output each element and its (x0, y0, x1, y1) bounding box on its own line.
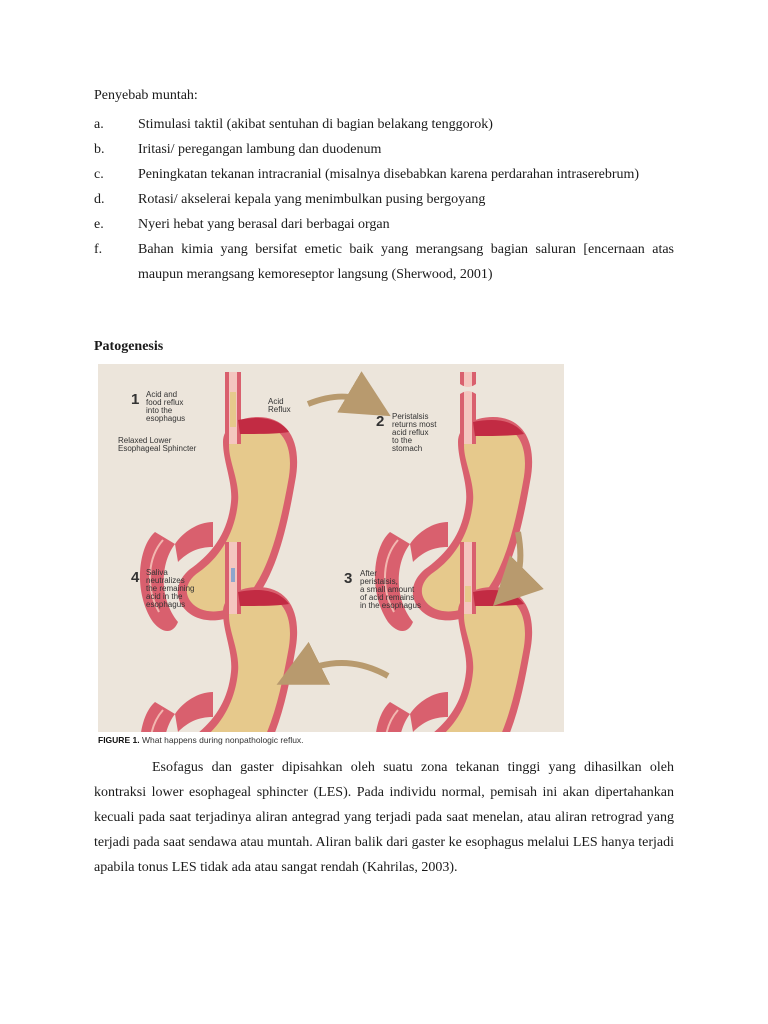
list-item-text: Stimulasi taktil (akibat sentuhan di bagian belakang tenggorok) (138, 117, 493, 132)
arrow-3-to-4-icon (298, 663, 388, 676)
svg-text:food reflux: food reflux (146, 398, 184, 407)
list-item (94, 237, 674, 287)
step-number: 1 (131, 391, 140, 408)
arrow-1-to-2-icon (308, 397, 370, 405)
svg-text:stomach: stomach (392, 444, 423, 453)
list-item (94, 137, 674, 162)
intro-text: Penyebab muntah: (94, 88, 198, 103)
svg-text:Reflux: Reflux (268, 405, 291, 414)
svg-text:After: After (360, 569, 377, 578)
list-item (94, 212, 674, 237)
svg-text:neutralizes: neutralizes (146, 576, 185, 585)
list-marker: b. (94, 142, 105, 157)
figure-caption (98, 735, 304, 745)
svg-text:into the: into the (146, 406, 173, 415)
svg-text:Relaxed Lower: Relaxed Lower (118, 436, 172, 445)
svg-text:in the esophagus: in the esophagus (360, 601, 421, 610)
body-paragraph: Esofagus dan gaster dipisahkan oleh suatu zona tekanan tinggi yang dihasilkan oleh kontraksi lower esophageal sphincter (LES). Pada individu normal, pemisah ini akan dipertahankan kecuali pada saat terjadinya aliran antegrad yang terjadi pada saat menelan, atau aliran retrograd yang terjadi pada saat sendawa atau muntah. Aliran balik dari gaster ke esophagus melalui LES hanya terjadi apabila tonus LES tidak ada atau sangat rendah (Kahrilas, 2003). (94, 760, 674, 875)
step-number: 4 (131, 569, 140, 586)
list-item (94, 187, 674, 212)
svg-text:esophagus: esophagus (146, 600, 186, 609)
list-item-text: Peningkatan tekanan intracranial (misalnya disebabkan karena perdarahan intraserebrum) (138, 167, 640, 182)
svg-text:of acid remains: of acid remains (360, 593, 415, 602)
svg-text:Peristalsis: Peristalsis (392, 412, 429, 421)
causes-list (94, 112, 674, 287)
list-item-text: Rotasi/ akselerai kepala yang menimbulkan pusing bergoyang (138, 192, 486, 207)
list-marker: f. (94, 242, 103, 257)
svg-text:Saliva: Saliva (146, 568, 168, 577)
list-item-text: Nyeri hebat yang berasal dari berbagai organ (138, 217, 390, 232)
reflux-illustration (98, 364, 564, 732)
svg-text:to the: to the (392, 436, 413, 445)
step-number: 3 (344, 570, 353, 587)
list-marker: c. (94, 167, 104, 182)
list-marker: d. (94, 192, 105, 207)
list-item (94, 112, 674, 137)
list-item-text: Bahan kimia yang bersifat emetic baik yang merangsang bagian saluran [encernaan atas maupun merangsang kemoreseptor langsung (Sherwood, 2001) (138, 242, 674, 282)
svg-text:peristalsis,: peristalsis, (360, 577, 398, 586)
list-marker: a. (94, 117, 104, 132)
acid-reflux-label (268, 397, 291, 414)
reflux-figure (98, 364, 564, 732)
caption-label: FIGURE 1. (98, 735, 140, 745)
step-2-label (376, 412, 437, 453)
svg-text:returns most: returns most (392, 420, 437, 429)
sphincter-label (118, 436, 197, 453)
svg-text:the remaining: the remaining (146, 584, 195, 593)
svg-text:acid reflux: acid reflux (392, 428, 429, 437)
caption-text: What happens during nonpathologic reflux. (141, 735, 304, 745)
svg-text:Acid and: Acid and (146, 390, 178, 399)
list-item-text: Iritasi/ peregangan lambung dan duodenum (138, 142, 382, 157)
step-number: 2 (376, 413, 385, 430)
list-item (94, 162, 674, 187)
section-heading: Patogenesis (94, 339, 164, 354)
step-1-label (131, 390, 185, 423)
list-marker: e. (94, 217, 104, 232)
svg-text:acid in the: acid in the (146, 592, 183, 601)
svg-text:Acid: Acid (268, 397, 284, 406)
svg-text:esophagus: esophagus (146, 414, 186, 423)
svg-text:Esophageal Sphincter: Esophageal Sphincter (118, 444, 197, 453)
svg-text:a small amount: a small amount (360, 585, 415, 594)
